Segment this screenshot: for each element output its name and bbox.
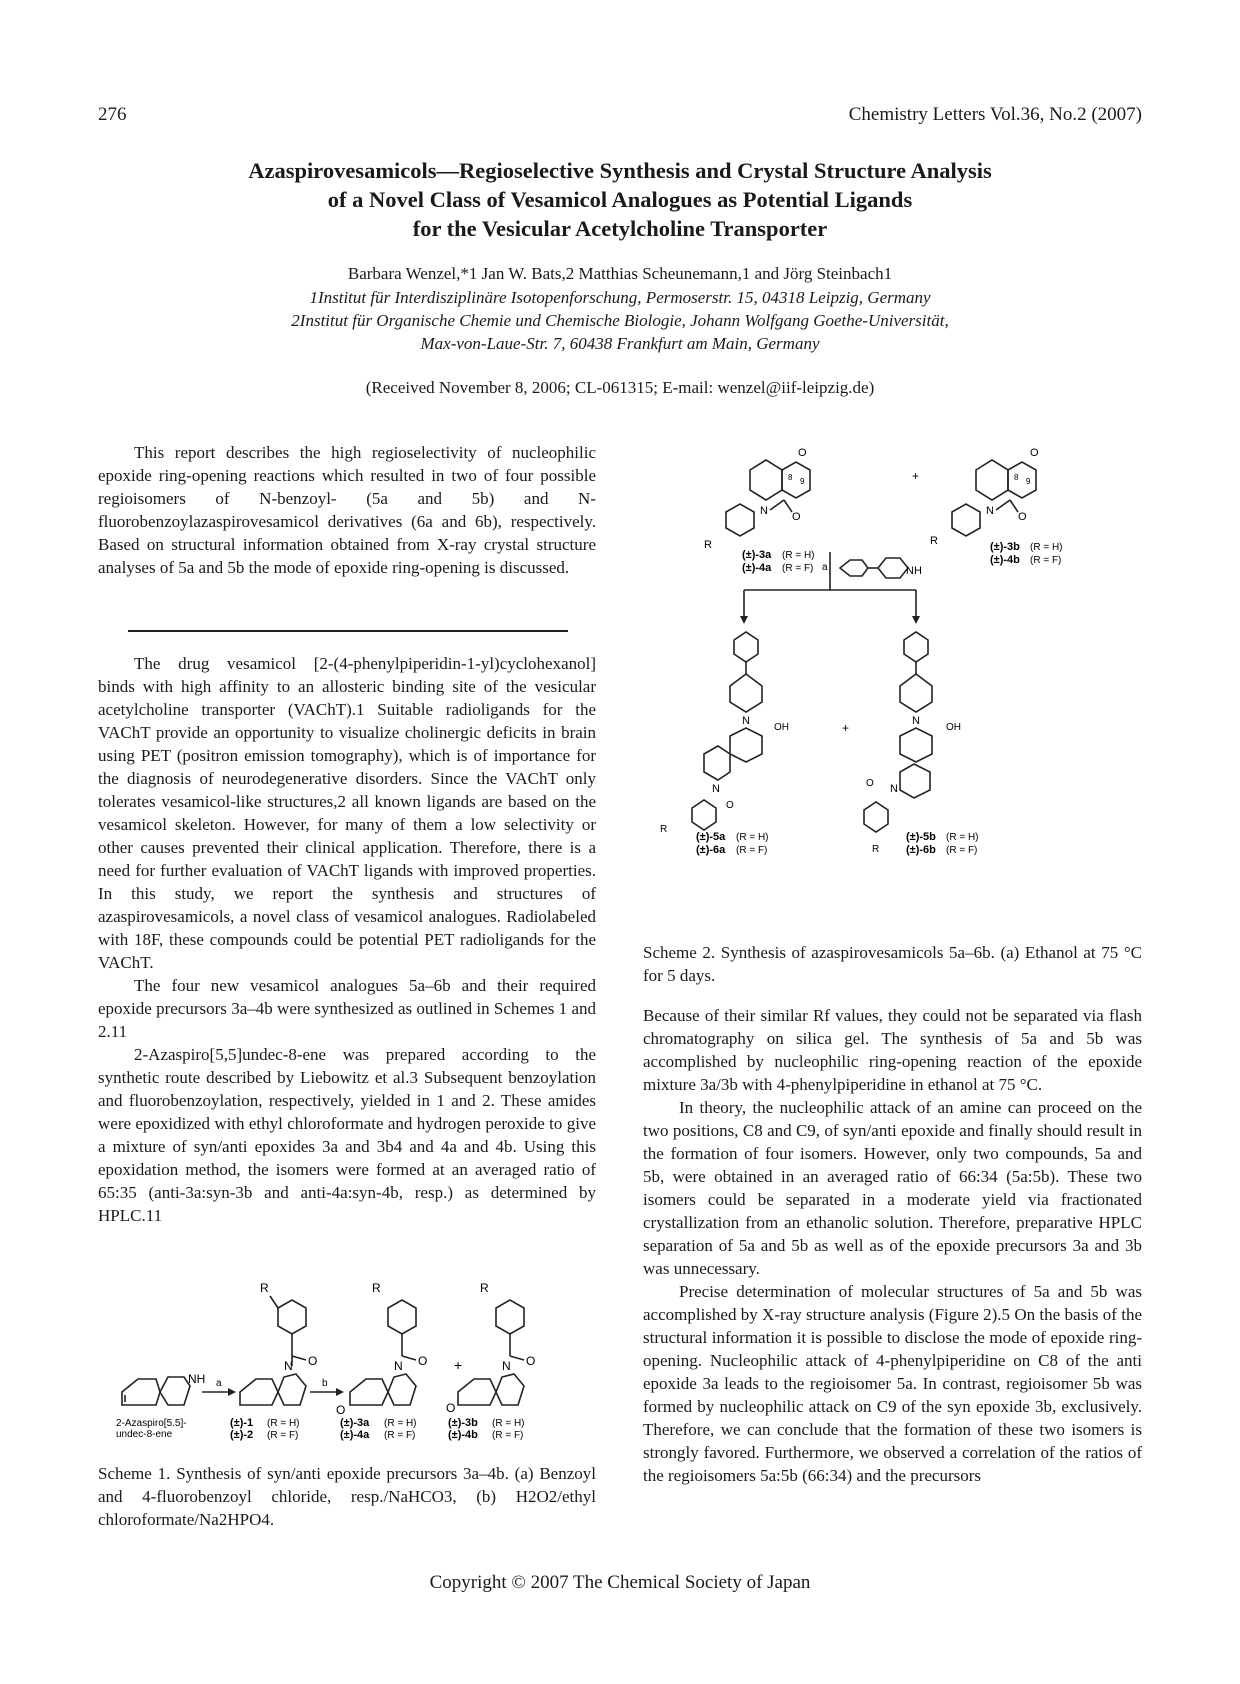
compound-label: (±)-3b <box>990 541 1020 553</box>
compound-r: (R = H) <box>782 550 815 561</box>
paragraph: Precise determination of molecular structures of 5a and 5b was accomplished by X-ray structure analysis (Figure 2).5 On the basis of the structural information it is possible to disclose the mode of epoxide ring-opening. Nucleophilic attack of 4-phenylpiperidine on C8 of the anti epoxide 3a leads to the regioisomer 5a. In contrast, regioisomer 5b was formed by nucleophilic attack on C9 of the syn epoxide 3b, exclusively. Therefore, we can conclude that the formation of these two isomers is strongly favored. Furthermore, we observed a correlation of the ratios of the regioisomers 5a:5b (66:34) and the precursors <box>643 1282 1142 1485</box>
compound-r: (R = H) <box>1030 542 1063 553</box>
title-line: of a Novel Class of Vesamicol Analogues as Potential Ligands <box>327 187 913 212</box>
left-column <box>98 652 596 1227</box>
right-column <box>643 1004 1142 1487</box>
start-label: undec-8-ene <box>116 1429 173 1440</box>
c9-label: 9 <box>1026 477 1031 486</box>
n-label: N <box>394 1359 403 1373</box>
arrow-a-label: a <box>216 1378 222 1389</box>
plus-sign: + <box>454 1357 463 1373</box>
compound-r: (R = H) <box>946 832 979 843</box>
article-title <box>120 156 1120 243</box>
c8-label: 8 <box>1014 473 1019 482</box>
arrow-b-label: b <box>322 1378 328 1389</box>
c9-label: 9 <box>800 477 805 486</box>
scheme-2-caption: Scheme 2. Synthesis of azaspirovesamicols 5a–6b. (a) Ethanol at 75 °C for 5 days. <box>643 943 1142 985</box>
compound-label: (±)-6a <box>696 844 726 856</box>
compound-3a-structure <box>336 1281 427 1417</box>
scheme-1-figure <box>110 1274 580 1454</box>
nh-label: NH <box>906 565 922 577</box>
compound-r: (R = F) <box>946 845 978 856</box>
compound-r: (R = F) <box>384 1430 416 1441</box>
compound-5b-structure <box>864 632 961 855</box>
compound-label: (±)-2 <box>230 1429 254 1441</box>
c8-label: 8 <box>788 473 793 482</box>
o-label: O <box>1030 447 1039 459</box>
o-label: O <box>1018 511 1027 523</box>
compound-label: (±)-4b <box>990 554 1020 566</box>
scheme-2-figure <box>660 440 1120 930</box>
compound-1-structure <box>240 1281 317 1405</box>
abstract-divider <box>128 630 568 632</box>
copyright-footer: Copyright © 2007 The Chemical Society of Japan <box>429 1572 811 1593</box>
oh-label: OH <box>946 722 961 733</box>
epoxide-o-label: O <box>446 1401 456 1415</box>
phenylpiperidine-reagent <box>840 558 922 578</box>
r-label: R <box>372 1281 381 1295</box>
compound-5a-structure <box>660 632 789 835</box>
nh-label: NH <box>188 1372 206 1386</box>
r-label: R <box>930 535 938 547</box>
compound-label: (±)-4b <box>448 1429 478 1441</box>
compound-label: (±)-6b <box>906 844 936 856</box>
r-label: R <box>480 1281 489 1295</box>
title-line: for the Vesicular Acetylcholine Transporter <box>412 216 828 241</box>
title-line: Azaspirovesamicols—Regioselective Synthesis and Crystal Structure Analysis <box>248 158 992 183</box>
paragraph: The drug vesamicol [2-(4-phenylpiperidin-1-yl)cyclohexanol] binds with high affinity to an allosteric binding site of the vesicular acetylcholine transporter (VAChT).1 Suitable radioligands for the VAChT provide an opportunity to visualize cholinergic deficits in brain using PET (positron emission tomography), which is of importance for the diagnosis of neurodegenerative disorders. Since the VAChT only tolerates vesamicol-like structures,2 all known ligands are based on the vesamicol skeleton. However, for many of them a low selectivity or other causes prevented their clinical application. Therefore, there is a need for further evaluation of VAChT ligands with improved properties. In this study, we report the synthesis and structures of azaspirovesamicols, a novel class of vesamicol analogues. Radiolabeled with 18F, these compounds could be potential PET radioligands for the VAChT. <box>98 654 596 972</box>
compound-label: (±)-5b <box>906 831 936 843</box>
compound-label: (±)-3a <box>340 1417 370 1429</box>
compound-label: (±)-4a <box>742 562 772 574</box>
compound-label: (±)-5a <box>696 831 726 843</box>
n-label: N <box>890 783 898 795</box>
n-label: N <box>912 715 920 727</box>
compound-r: (R = F) <box>1030 555 1062 566</box>
compound-label: (±)-4a <box>340 1429 370 1441</box>
affiliation-2-address: Max-von-Laue-Str. 7, 60438 Frankfurt am Main, Germany <box>420 334 820 353</box>
paragraph: In theory, the nucleophilic attack of an amine can proceed on the two positions, C8 and C9, of syn/anti epoxide and finally should result in the formation of four isomers. However, only two compounds, 5a and 5b, were obtained in an averaged ratio of 66:34 (5a:5b). These two isomers could be separated in a moderate yield via fractionated crystallization from an ethanolic solution. Therefore, preparative HPLC separation of 5a and 5b as well as of the epoxide precursors 3a and 3b was unnecessary. <box>643 1098 1142 1278</box>
compound-label: (±)-1 <box>230 1417 254 1429</box>
n-label: N <box>502 1359 511 1373</box>
compound-3a-structure <box>704 447 810 551</box>
r-label: R <box>704 539 712 551</box>
o-label: O <box>866 778 874 789</box>
o-label: O <box>526 1354 536 1368</box>
start-material-structure <box>122 1372 205 1405</box>
o-label: O <box>798 447 807 459</box>
n-label: N <box>986 505 994 517</box>
paragraph: The four new vesamicol analogues 5a–6b and their required epoxide precursors 3a–4b were synthesized as outlined in Schemes 1 and 2.11 <box>98 976 596 1041</box>
affiliation-1: 1Institut für Interdisziplinäre Isotopenforschung, Permoserstr. 15, 04318 Leipzig, Germany <box>309 288 931 307</box>
affiliation-2: 2Institut für Organische Chemie und Chemische Biologie, Johann Wolfgang Goethe-Universität, <box>291 311 949 330</box>
n-label: N <box>760 505 768 517</box>
o-label: O <box>726 800 734 811</box>
compound-r: (R = F) <box>736 845 768 856</box>
arrow-a-label: a <box>822 562 828 573</box>
compound-3b-structure <box>446 1281 535 1415</box>
compound-r: (R = H) <box>384 1418 417 1429</box>
compound-r: (R = F) <box>782 563 814 574</box>
compound-r: (R = H) <box>492 1418 525 1429</box>
plus-sign: + <box>842 721 850 735</box>
received-line: (Received November 8, 2006; CL-061315; E-mail: wenzel@iif-leipzig.de) <box>365 378 875 397</box>
epoxide-o-label: O <box>336 1403 346 1417</box>
compound-label: (±)-3a <box>742 549 772 561</box>
compound-label: (±)-3b <box>448 1417 478 1429</box>
author-list: Barbara Wenzel,*1 Jan W. Bats,2 Matthias Scheunemann,1 and Jörg Steinbach1 <box>347 264 893 283</box>
r-label: R <box>260 1281 269 1295</box>
n-label: N <box>712 783 720 795</box>
paragraph: 2-Azaspiro[5,5]undec-8-ene was prepared according to the synthetic route described by Liebowitz et al.3 Subsequent benzoylation and fluorobenzoylation, respectively, yielded in 1 and 2. These amides were epoxidized with ethyl chloroformate and hydrogen peroxide to give a mixture of syn/anti epoxides 3a and 3b4 and 4a and 4b. Using this epoxidation method, the isomers were formed at an averaged ratio of 65:35 (anti-3a:syn-3b and anti-4a:syn-4b, resp.) as determined by HPLC.11 <box>98 1045 596 1225</box>
compound-r: (R = H) <box>267 1418 300 1429</box>
r-label: R <box>660 824 668 835</box>
o-label: O <box>308 1354 318 1368</box>
compound-r: (R = H) <box>736 832 769 843</box>
paragraph: Because of their similar Rf values, they could not be separated via flash chromatography on silica gel. The synthesis of 5a and 5b was accomplished by nucleophilic ring-opening reaction of the epoxide mixture 3a/3b with 4-phenylpiperidine in ethanol at 75 °C. <box>643 1006 1142 1094</box>
n-label: N <box>742 715 750 727</box>
abstract <box>98 441 596 579</box>
compound-r: (R = F) <box>267 1430 299 1441</box>
o-label: O <box>792 511 801 523</box>
compound-3b-structure <box>930 447 1039 547</box>
start-label: 2-Azaspiro[5.5]- <box>116 1418 187 1429</box>
n-label: N <box>284 1359 293 1373</box>
plus-sign: + <box>912 469 920 483</box>
journal-citation: Chemistry Letters Vol.36, No.2 (2007) <box>848 104 1142 125</box>
page-number: 276 <box>98 104 127 125</box>
o-label: O <box>418 1354 428 1368</box>
r-label: R <box>872 844 880 855</box>
scheme-1-caption: Scheme 1. Synthesis of syn/anti epoxide precursors 3a–4b. (a) Benzoyl and 4-fluorobenzoyl chloride, resp./NaHCO3, (b) H2O2/ethyl chloroformate/Na2HPO4. <box>98 1464 596 1529</box>
compound-r: (R = F) <box>492 1430 524 1441</box>
oh-label: OH <box>774 722 789 733</box>
abstract-text: This report describes the high regioselectivity of nucleophilic epoxide ring-opening reactions which resulted in two of four possible regioisomers of N-benzoyl- (5a and 5b) and N-fluorobenzoylazaspirovesamicol derivatives (6a and 6b), respectively. Based on structural information obtained from X-ray crystal structure analyses of 5a and 5b the mode of epoxide ring-opening is discussed. <box>98 443 596 577</box>
